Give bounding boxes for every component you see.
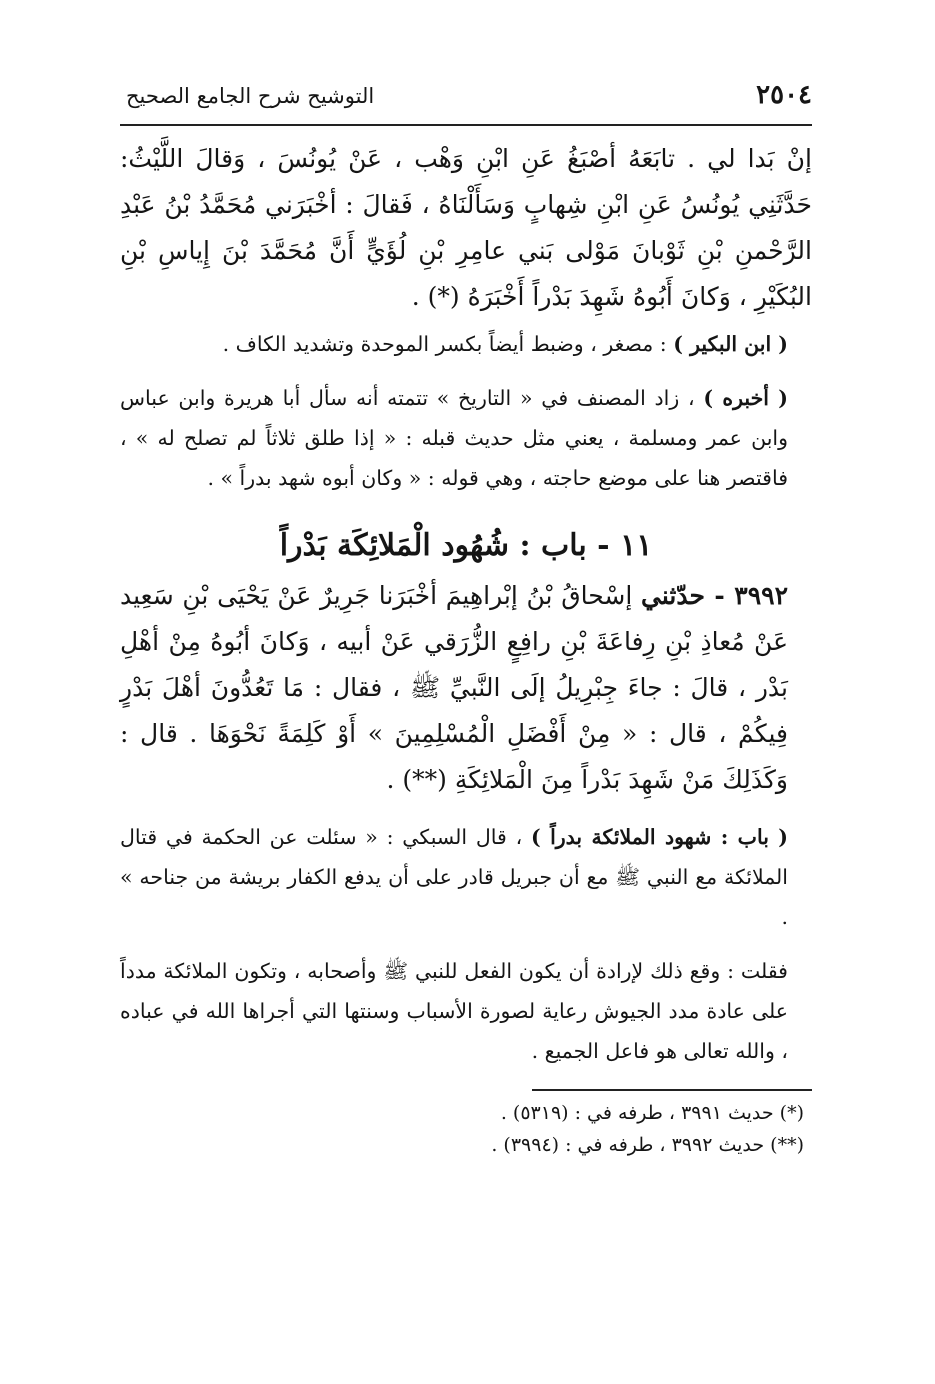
- running-title: التوشيح شرح الجامع الصحيح: [126, 84, 375, 108]
- commentary-3-lead: ( باب : شهود الملائكة بدراً ): [530, 825, 788, 849]
- commentary-3-text: ، قال السبكي : « سئلت عن الحكمة في قتال الملائكة مع النبي ﷺ مع أن جبريل قادر على أن يدفع الكفار بريشة من جناحه » .: [120, 825, 788, 929]
- footnote-2: (**) حديث ٣٩٩٢ ، طرفه في : (٣٩٩٤) .: [491, 1134, 804, 1156]
- book-page: [120, 78, 812, 1161]
- commentary-1-text: : مصغر ، وضبط أيضاً بكسر الموحدة وتشديد الكاف .: [222, 332, 674, 356]
- commentary-paragraph-1: [120, 324, 812, 364]
- chapter-heading: ١١ - باب : شُهُود الْمَلائِكَة بَدْراً: [279, 528, 653, 563]
- footnotes: [120, 1097, 812, 1161]
- hadith-3992-text: إسْحاقُ بْنُ إبْراهِيمَ أخْبَرَنا جَرِيرٌ عَنْ يَحْيَى بْنِ سَعِيد عَنْ مُعاذِ بْنِ رِفاعَةَ بْنِ رافِعٍ الزُّرَقي عَنْ أبيه ، وَكانَ أبُوهُ مِنْ أهْلِ بَدْر ، قالَ : جاءَ جِبْرِيلُ إلَى النَّبيِّ ﷺ ، فقال : مَا تَعُدُّونَ أهْلَ بَدْرٍ فِيكُمْ ، قال : « مِنْ أَفْضَلِ الْمُسْلِمِينَ » أَوْ كَلِمَةً نَحْوَهَا . قال : وَكَذَلِكَ مَنْ شَهِدَ بَدْراً مِنَ الْمَلائِكَةِ (**) .: [120, 581, 788, 794]
- hadith-text-top: إنْ بَدا لي . تابَعَهُ أصْبَغُ عَنِ ابْنِ وَهْب ، عَنْ يُونُسَ ، وَقالَ اللَّيْثُ: حَدَّثَنِي يُونُسُ عَنِ ابْنِ شِهابٍ وَسَأَلْنَاهُ ، فَقالَ : أخْبَرَني مُحَمَّدُ بْنُ عَبْدِ الرَّحْمنِ بْنِ ثَوْبانَ مَوْلى بَني عامِرِ بْنِ لُؤَيٍّ أَنَّ مُحَمَّدَ بْنَ إِياسِ بْنِ البُكَيْرِ ، وَكانَ أَبُوهُ شَهِدَ بَدْراً أَخْبَرَهُ (*) .: [120, 144, 812, 311]
- footnote-1: (*) حديث ٣٩٩١ ، طرفه في : (٥٣١٩) .: [500, 1102, 804, 1124]
- commentary-1-lead: ( ابن البكير ): [673, 332, 788, 356]
- page-header: [120, 78, 812, 126]
- hadith-number: ٣٩٩٢ - حدّثني: [641, 581, 788, 610]
- commentary-2-lead: ( أخبره ): [703, 386, 788, 410]
- commentary-2-text: ، زاد المصنف في « التاريخ » تتمته أنه سأل أبا هريرة وابن عباس وابن عمر ومسلمة ، يعني مثل حديث قبله : « إذا طلق ثلاثاً لم تصلح له » ، فاقتصر هنا على موضع حاجته ، وهي قوله : « وكان أبوه شهد بدراً » .: [120, 386, 788, 490]
- commentary-paragraph-2: [120, 378, 812, 498]
- hadith-3992: [120, 573, 812, 803]
- commentary-paragraph-3: [120, 817, 812, 937]
- page-number: ٢٥٠٤: [756, 80, 812, 110]
- footnote-divider: [532, 1089, 812, 1091]
- commentary-paragraph-4: فقلت : وقع ذلك لإرادة أن يكون الفعل للنبي ﷺ وأصحابه ، وتكون الملائكة مدداً على عادة مدد الجيوش رعاية لصورة الأسباب وسنتها التي أجراها الله في عباده ، والله تعالى هو فاعل الجميع .: [120, 959, 788, 1063]
